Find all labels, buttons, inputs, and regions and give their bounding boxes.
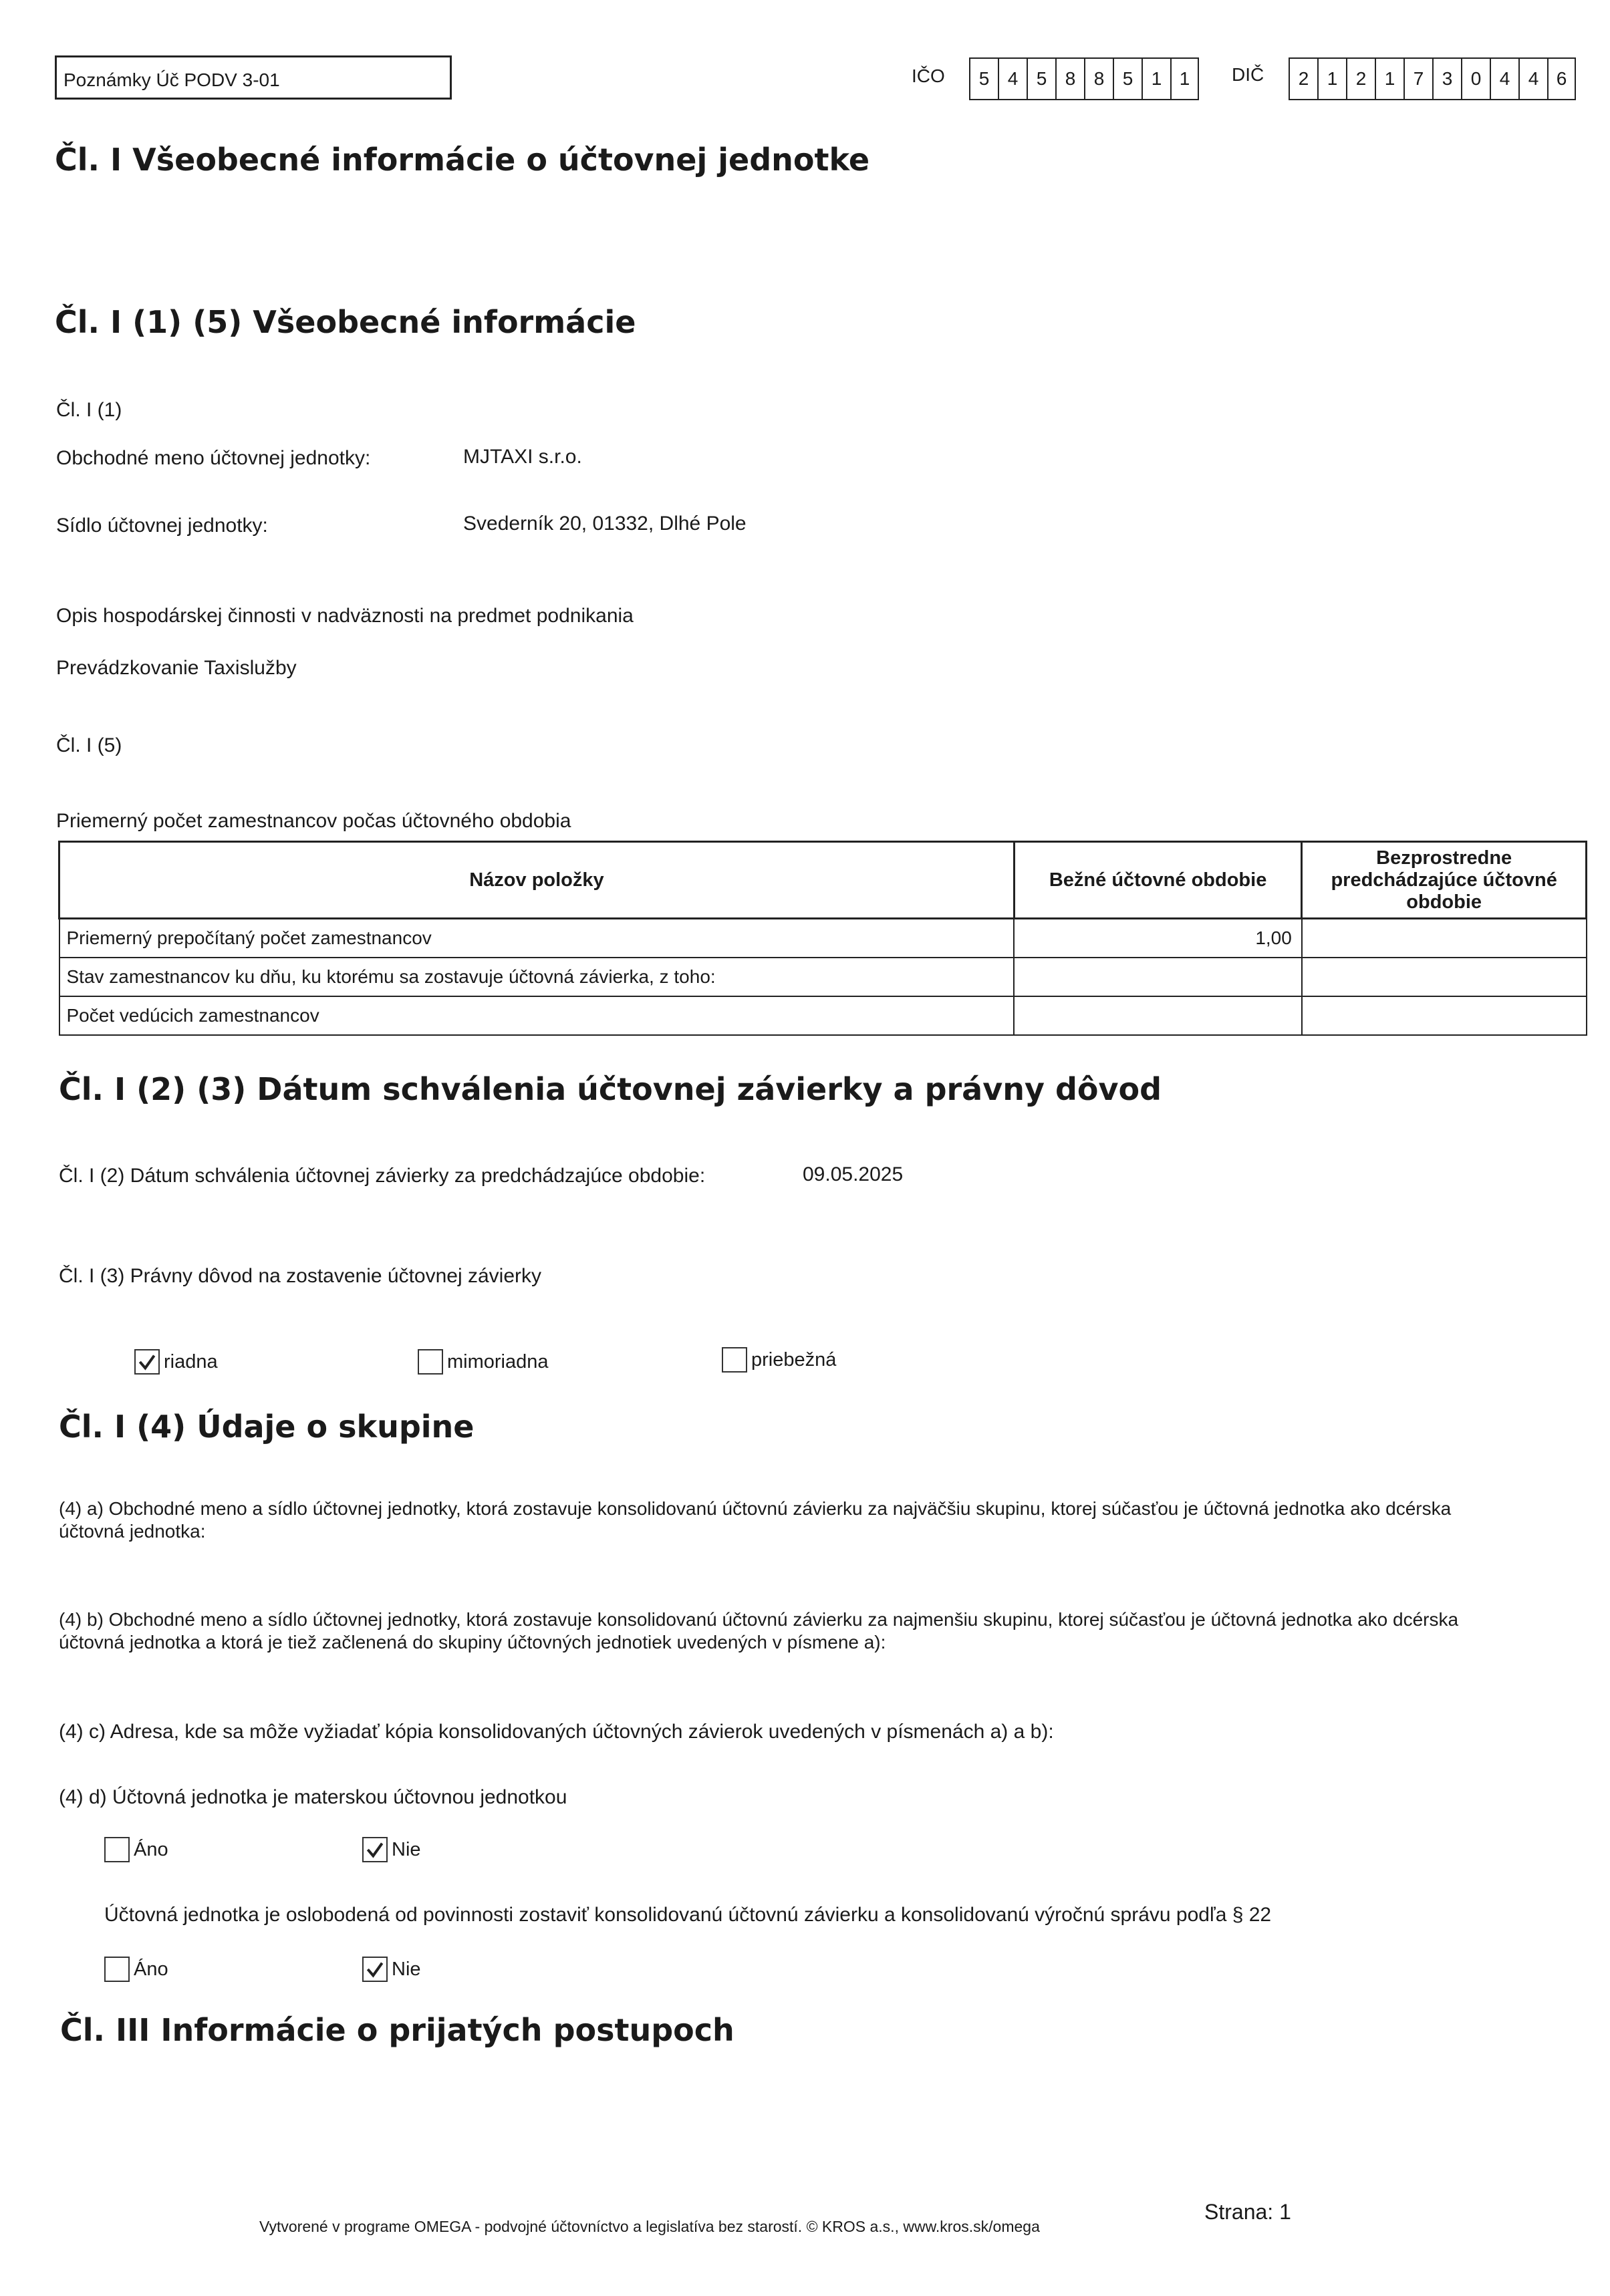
dic-label: DIČ	[1232, 64, 1264, 85]
ico-digit: 4	[998, 57, 1027, 100]
table-cell	[1302, 996, 1587, 1035]
section-i-2-3-title: Čl. I (2) (3) Dátum schválenia účtovnej závierky a právny dôvod	[59, 1071, 1162, 1107]
checkbox-mimoriadna[interactable]	[418, 1349, 549, 1375]
employees-table	[58, 841, 1587, 1036]
ico-digits	[969, 57, 1199, 100]
dic-digit: 3	[1432, 57, 1461, 100]
company-name-value: MJTAXI s.r.o.	[463, 446, 582, 468]
section-i-title: Čl. I Všeobecné informácie o účtovnej jednotke	[55, 142, 870, 178]
table-header: Bezprostredne predchádzajúce účtovné obdobie	[1302, 842, 1587, 919]
table-row	[59, 996, 1587, 1035]
subsection-label: Čl. I (5)	[56, 734, 122, 756]
dic-digit: 2	[1346, 57, 1375, 100]
dic-digit: 0	[1461, 57, 1490, 100]
table-cell	[1014, 958, 1301, 996]
approval-date-value: 09.05.2025	[803, 1163, 904, 1185]
ico-label: IČO	[912, 65, 945, 86]
checkbox-label: mimoriadna	[447, 1350, 549, 1373]
ico-digit: 1	[1142, 57, 1170, 100]
dic-digit: 1	[1317, 57, 1346, 100]
page-number: Strana: 1	[1204, 2200, 1291, 2224]
table-header: Názov položky	[59, 842, 1015, 919]
exempt-text: Účtovná jednotka je oslobodená od povinnosti zostaviť konsolidovanú účtovnú závierku a konsolidovanú výročnú správu podľa § 22	[104, 1904, 1272, 1926]
group-a-text: (4) a) Obchodné meno a sídlo účtovnej jednotky, ktorá zostavuje konsolidovanú účtovnú závierku za najväčšiu skupinu, ktorej súčasťou je účtovná jednotka ako dcérska účtovná jednotka:	[59, 1498, 1452, 1542]
group-c-text: (4) c) Adresa, kde sa môže vyžiadať kópia konsolidovaných účtovných závierok uvedených v písmenách a) a b):	[59, 1721, 1054, 1743]
section-iii-title: Čl. III Informácie o prijatých postupoch	[60, 2012, 734, 2048]
checkbox-label: Áno	[134, 1838, 168, 1860]
ico-digit: 8	[1084, 57, 1113, 100]
checkbox-box[interactable]	[134, 1349, 160, 1375]
table-cell: Počet vedúcich zamestnancov	[59, 996, 1015, 1035]
group-d-text: (4) d) Účtovná jednotka je materskou účtovnou jednotkou	[59, 1786, 567, 1808]
ico-digit: 5	[1113, 57, 1142, 100]
checkbox-box[interactable]	[418, 1349, 443, 1375]
checkbox-box[interactable]	[722, 1347, 747, 1373]
checkbox-label: Nie	[392, 1838, 421, 1860]
table-cell: Stav zamestnancov ku dňu, ku ktorému sa zostavuje účtovná závierka, z toho:	[59, 958, 1015, 996]
company-seat-label: Sídlo účtovnej jednotky:	[56, 515, 268, 537]
checkbox-label: Nie	[392, 1958, 421, 1980]
table-cell: Priemerný prepočítaný počet zamestnancov	[59, 919, 1015, 958]
legal-reason-label: Čl. I (3) Právny dôvod na zostavenie účtovnej závierky	[59, 1265, 542, 1287]
checkbox-label: riadna	[164, 1350, 218, 1373]
checkbox-riadna[interactable]	[134, 1349, 218, 1375]
checkbox-priebezna[interactable]	[722, 1347, 836, 1373]
table-cell	[1302, 919, 1587, 958]
table-row	[59, 919, 1587, 958]
ico-digit: 5	[969, 57, 998, 100]
employees-caption: Priemerný počet zamestnancov počas účtovného obdobia	[56, 810, 571, 832]
dic-digit: 6	[1547, 57, 1576, 100]
table-header: Bežné účtovné obdobie	[1014, 842, 1301, 919]
ico-digit: 8	[1055, 57, 1084, 100]
dic-digit: 4	[1518, 57, 1547, 100]
company-name-label: Obchodné meno účtovnej jednotky:	[56, 447, 371, 469]
checkbox-label: Áno	[134, 1958, 168, 1980]
ico-digit: 1	[1170, 57, 1199, 100]
table-cell	[1302, 958, 1587, 996]
company-seat-value: Svederník 20, 01332, Dlhé Pole	[463, 513, 747, 535]
checkbox-box[interactable]	[362, 1837, 388, 1862]
checkbox-box[interactable]	[362, 1957, 388, 1982]
checkbox-parent-nie[interactable]	[362, 1837, 421, 1862]
checkbox-exempt-nie[interactable]	[362, 1957, 421, 1982]
table-cell: 1,00	[1014, 919, 1301, 958]
dic-digit: 7	[1403, 57, 1432, 100]
checkbox-exempt-ano[interactable]	[104, 1957, 168, 1982]
approval-date-label: Čl. I (2) Dátum schválenia účtovnej závierky za predchádzajúce obdobie:	[59, 1165, 706, 1187]
dic-digits	[1289, 57, 1576, 100]
section-i-4-title: Čl. I (4) Údaje o skupine	[59, 1409, 475, 1445]
checkbox-box[interactable]	[104, 1837, 130, 1862]
checkbox-parent-ano[interactable]	[104, 1837, 168, 1862]
activity-label: Opis hospodárskej činnosti v nadväznosti na predmet podnikania	[56, 605, 634, 627]
section-i-1-5-title: Čl. I (1) (5) Všeobecné informácie	[55, 304, 636, 340]
group-b-text: (4) b) Obchodné meno a sídlo účtovnej jednotky, ktorá zostavuje konsolidovanú účtovnú závierku za najmenšiu skupinu, ktorej súčasťou je účtovná jednotka ako dcérska účtovná jednotka a ktorá je tiež začlenená do skupiny účtovných jednotiek uvedených v písmene a):	[59, 1609, 1459, 1653]
dic-digit: 1	[1375, 57, 1403, 100]
check-icon	[364, 1959, 386, 1980]
checkbox-box[interactable]	[104, 1957, 130, 1982]
dic-digit: 4	[1490, 57, 1518, 100]
table-row	[59, 958, 1587, 996]
dic-digit: 2	[1289, 57, 1317, 100]
subsection-label: Čl. I (1)	[56, 399, 122, 421]
form-code-box	[55, 55, 452, 100]
footer-created: Vytvorené v programe OMEGA - podvojné účtovníctvo a legislatíva bez starostí. © KROS a.s., www.kros.sk/omega	[259, 2218, 1040, 2235]
table-cell	[1014, 996, 1301, 1035]
form-code-label: Poznámky Úč PODV 3-01	[63, 69, 280, 90]
activity-value: Prevádzkovanie Taxislužby	[56, 657, 297, 679]
check-icon	[364, 1839, 386, 1860]
checkbox-label: priebežná	[751, 1348, 837, 1371]
check-icon	[136, 1351, 158, 1373]
ico-digit: 5	[1027, 57, 1055, 100]
